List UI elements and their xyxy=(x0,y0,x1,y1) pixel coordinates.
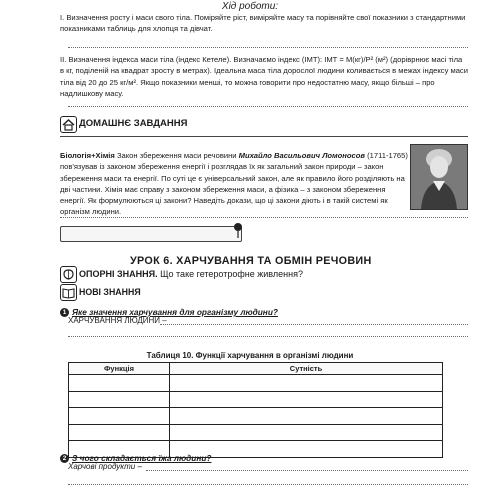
new-knowledge-title: НОВІ ЗНАННЯ xyxy=(79,287,141,297)
food-products-label: Харчові продукти – xyxy=(68,462,142,471)
functions-table xyxy=(68,362,443,458)
table-row xyxy=(69,424,443,441)
prior-knowledge-title: ОПОРНІ ЗНАННЯ. xyxy=(79,269,158,279)
answer-line[interactable] xyxy=(68,484,468,485)
answer-line[interactable] xyxy=(60,217,468,218)
lesson-title: УРОК 6. ХАРЧУВАННЯ ТА ОБМІН РЕЧОВИН xyxy=(130,255,372,267)
table-cell[interactable] xyxy=(69,408,170,425)
table-row xyxy=(69,391,443,408)
table-cell[interactable] xyxy=(170,424,443,441)
question-2-text: З чого складається їжа людини? xyxy=(72,453,212,463)
answer-line[interactable] xyxy=(146,470,468,471)
column-header: Сутність xyxy=(170,363,443,375)
nutrition-answer-label: ХАРЧУВАННЯ ЛЮДИНИ – xyxy=(68,316,167,325)
bio-chem-text: Біологія+Хімія Закон збереження маси речовини Михайло Васильович Ломоносов (1711-1765) пов'язував із законом збереження енергії і розглядав їх як загальний закон природи – закон збереження маси та енергії. По суті це є універсальний закон, але як правило його розділяють на дві частини. Хімія має справу з законом збереження маси, а фізика – з законом збереження енергії. Як формулюються ці закони? Наведіть докази, що ці закони діють і в такій системі як організм людини. xyxy=(60,151,408,217)
subject-label: Біологія+Хімія xyxy=(60,151,115,160)
table-cell[interactable] xyxy=(170,408,443,425)
prior-knowledge-question: Що таке гетеротрофне живлення? xyxy=(157,269,303,279)
table-cell[interactable] xyxy=(69,375,170,392)
answer-line[interactable] xyxy=(68,47,468,48)
table-row xyxy=(69,408,443,425)
table-cell[interactable] xyxy=(69,424,170,441)
table-cell[interactable] xyxy=(69,391,170,408)
book-icon xyxy=(60,284,77,301)
table-cell[interactable] xyxy=(170,391,443,408)
step-2-part-a: II. Визначення індекса маси тіла (індекс Кетеле). Визначаємо індекс (ІМТ): ІМТ = М(кг)/Р² (м²) (доріврнює масі тіла в кг, поділеній на квадрат зросту в метрах). Ідеальна маса тіла дорослої людини коливається в xyxy=(60,55,463,76)
lomonosov-portrait xyxy=(410,144,468,210)
house-icon xyxy=(60,116,77,133)
pushpin-icon xyxy=(232,222,244,241)
step-2-part-b: межах індексу маси тіла від 20 до 25 кг/м². Якщо показники менші, то можна говорити про недостатню масу, якщо більші – про надлишкову масу. xyxy=(60,66,468,98)
note-box xyxy=(60,226,242,242)
question-1-text: Яке значення харчування для організму людини? xyxy=(72,307,278,317)
table-header-row xyxy=(69,363,443,375)
column-header: Функція xyxy=(69,363,170,375)
step-2-text xyxy=(60,54,468,99)
answer-line[interactable] xyxy=(68,106,468,107)
brain-icon xyxy=(60,266,77,283)
prior-knowledge xyxy=(79,269,303,279)
table-cell[interactable] xyxy=(170,375,443,392)
question-number: 2 xyxy=(60,454,69,463)
answer-line[interactable] xyxy=(68,336,468,337)
table-caption: Таблиця 10. Функції харчування в організмі людини xyxy=(146,351,354,360)
question-number: 1 xyxy=(60,308,69,317)
table-row xyxy=(69,375,443,392)
answer-line[interactable] xyxy=(160,324,468,325)
step-1-text: I. Визначення росту і маси свого тіла. Поміряйте ріст, виміряйте масу та порівняйте свої показники з стандартними показниками таблиць для хлопця та дівчат. xyxy=(60,13,466,34)
section-divider xyxy=(60,136,468,137)
homework-title: ДОМАШНЄ ЗАВДАННЯ xyxy=(79,118,188,129)
work-progress-title: Хід роботи: xyxy=(221,1,279,12)
author-name: Михайло Васильович Ломоносов xyxy=(238,151,365,160)
